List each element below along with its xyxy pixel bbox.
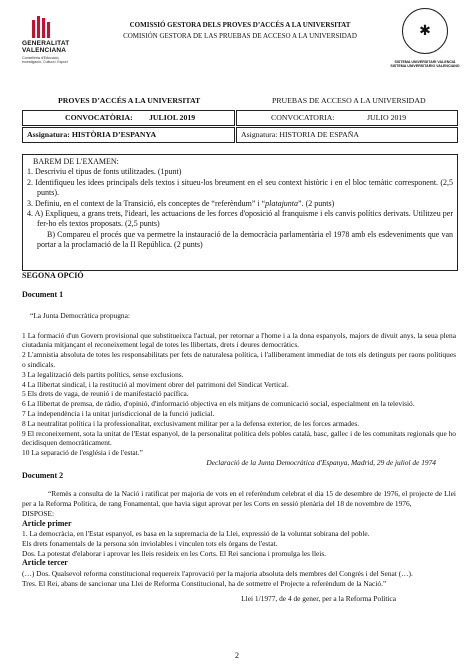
- siuv-line1: SISTEMA UNIVERSITARI VALENCIÀ: [394, 60, 456, 64]
- subject-left: Assignatura: HISTÒRIA D’ESPANYA: [27, 130, 157, 139]
- doc1-title: Document 1: [22, 290, 64, 300]
- header-line1: COMISSIÓ GESTORA DELS PROVES D’ACCÉS A LA UNIVERSITAT: [129, 21, 351, 29]
- doc2-a1-l1: 1. La democràcia, en l'Estat espanyol, es basa en la supremacia de la Llei, expressió de la voluntat sobirana del poble.: [22, 528, 370, 538]
- doc2-article1-title: Article primer: [22, 518, 72, 528]
- section-title: SEGONA OPCIÓ: [22, 271, 84, 280]
- doc1-p7: 7 La independència i la unitat jurisdiccional de la funció judicial.: [22, 408, 215, 418]
- barem-title: BAREM DE L'EXAMEN:: [33, 157, 119, 166]
- barem-item-1: 1. Descriviu el tipus de fonts utilitzades. (1punt): [27, 167, 182, 177]
- siuv-emblem-icon: ✱: [402, 8, 448, 54]
- conv-right-value: JULIO 2019: [367, 113, 407, 122]
- subject-right-box: [236, 127, 458, 143]
- header-line2: COMISIÓN GESTORA DE LAS PRUEBAS DE ACCESO A LA UNIVERSIDAD: [123, 32, 357, 40]
- barem-item-4a: 4. A) Expliqueu, a grans trets, l'ideari, les actuacions de les forces d'oposició al franquisme i els canvis polítics derivats. Utilitzeu per fer-ho els textos proposats. (2,5 punts): [27, 209, 453, 229]
- barem-item-4b: B) Compareu el procés que va permetre la instauració de la democràcia parlamentària el 1978 amb els esdeveniments que van portar a la proclamació de la II República. (2 punts): [37, 229, 453, 250]
- logo-sub-line1: Conselleria d'Educació,: [22, 56, 60, 60]
- generalitat-emblem-icon: [32, 16, 50, 38]
- page-number: 2: [235, 651, 239, 660]
- barem-item-2: 2. Identifiqueu les idees principals dels textos i situeu-los breument en el seu context històric i en el bloc temàtic corresponent. (2,5 punts).: [27, 177, 453, 198]
- doc1-p8: 8 La neutralitat política i la professionalitat, exclusivament militar per a la defensa exterior, de les forces armades.: [22, 418, 360, 428]
- subject-right: Asignatura: HISTORIA DE ESPAÑA: [241, 130, 360, 139]
- doc2-article3-title: Article tercer: [22, 558, 68, 568]
- logo-sub-line2: Investigació, Cultura i Esport: [22, 60, 68, 64]
- doc2-dispose: DISPOSE:: [22, 508, 55, 518]
- convocatoria-right-box: [236, 110, 458, 126]
- doc1-p3: 3 La legalització dels partits polítics, sense exclusions.: [22, 369, 184, 379]
- doc1-p1: 1 La formació d'un Govern provisional que substitueixca l'actual, per retornar a l'home i a la dona espanyols, majors de divuit anys, la seua plena ciutadania mitjançant el reconeixement legal de totes les llibertats, drets i deures democràtics.: [22, 330, 456, 350]
- conv-left-value: JULIOL 2019: [149, 113, 196, 122]
- logo-name-line2: VALENCIANA: [22, 47, 67, 54]
- doc1-p6: 6 La llibertat de premsa, de ràdio, d'opinió, d'informació objectiva en els mitjans de comunicació social, especialment en la televisió.: [22, 399, 415, 409]
- conv-right-label: CONVOCATORIA:: [271, 113, 335, 122]
- commission-header: [110, 20, 370, 42]
- conv-left-label: CONVOCATÒRIA:: [65, 113, 133, 122]
- siuv-logo: [380, 8, 470, 68]
- doc1-p4: 4 La llibertat sindical, i la restitució al moviment obrer del patrimoni del Sindicat Vertical.: [22, 379, 289, 389]
- doc2-source: Llei 1/1977, de 4 de gener, per a la Reforma Política: [241, 594, 396, 604]
- subject-left-box: [22, 127, 235, 143]
- title-right: PRUEBAS DE ACCESO A LA UNIVERSIDAD: [272, 96, 426, 105]
- doc2-a3-l2: Tres. El Rei, abans de sancionar una Llei de Reforma Constitucional, ha de sotmetre el Projecte a referèndum de la Nació.”: [22, 578, 387, 588]
- doc1-p10: 10 La separació de l'església i de l'estat.”: [22, 448, 143, 458]
- logo-name-line1: GENERALITAT: [22, 40, 70, 47]
- title-left: PROVES D’ACCÉS A LA UNIVERSITAT: [58, 96, 201, 105]
- siuv-line2: SISTEMA UNIVERSITARIO VALENCIANO: [390, 64, 460, 69]
- barem-box: [22, 154, 458, 271]
- doc2-title: Document 2: [22, 470, 64, 480]
- doc2-p1: “Remès a consulta de la Nació i ratificat per majoria de vots en el referèndum celebrat el dia 15 de desembre de 1976, el projecte de Llei per a la Reforma Política, de rang Fonamental, que havia sigut aprovat per les Corts en sessió plenària del 18 de novembre de 1976,: [22, 489, 456, 508]
- doc2-a1-l3: Dos. La potestat d'elaborar i aprovar les lleis resideix en les Corts. El Rei sanciona i promulga les lleis.: [22, 548, 327, 558]
- doc1-p2: 2 L'amnistia absoluta de totes les responsabilitats per fets de naturalesa política, i l'alliberament immediat de tots els detinguts per raons polítiques o sindicals.: [22, 350, 456, 369]
- doc2-a3-l1: (…) Dos. Qualsevol reforma constitucional requereix l'aprovació per la majoria absoluta dels membres del Congrés i del Senat (…).: [22, 568, 413, 578]
- doc1-p9: 9 El reconeixement, sota la unitat de l'Estat espanyol, de la personalitat política dels pobles català, basc, gallec i de les comunitats regionals que ho decidisquen democràticament.: [22, 428, 456, 448]
- doc1-text: [22, 331, 456, 458]
- convocatoria-left-box: [22, 110, 235, 126]
- doc1-p5: 5 Els drets de vaga, de reunió i de manifestació pacífica.: [22, 389, 189, 399]
- barem-item-3: 3. Definiu, en el context de la Transició, els conceptes de “referèndum” i “platajunta”. (2 punts): [27, 198, 335, 208]
- exam-body: [22, 271, 456, 604]
- doc2-a1-l2: Els drets fonamentals de la persona són inviolables i vinculen tots els òrgans de l'estat.: [22, 538, 278, 548]
- generalitat-logo: [18, 14, 98, 64]
- doc1-intro: “La Junta Democràtica propugna:: [30, 310, 130, 320]
- doc1-source: Declaració de la Junta Democràtica d'Espanya, Madrid, 29 de juliol de 1974: [206, 457, 436, 467]
